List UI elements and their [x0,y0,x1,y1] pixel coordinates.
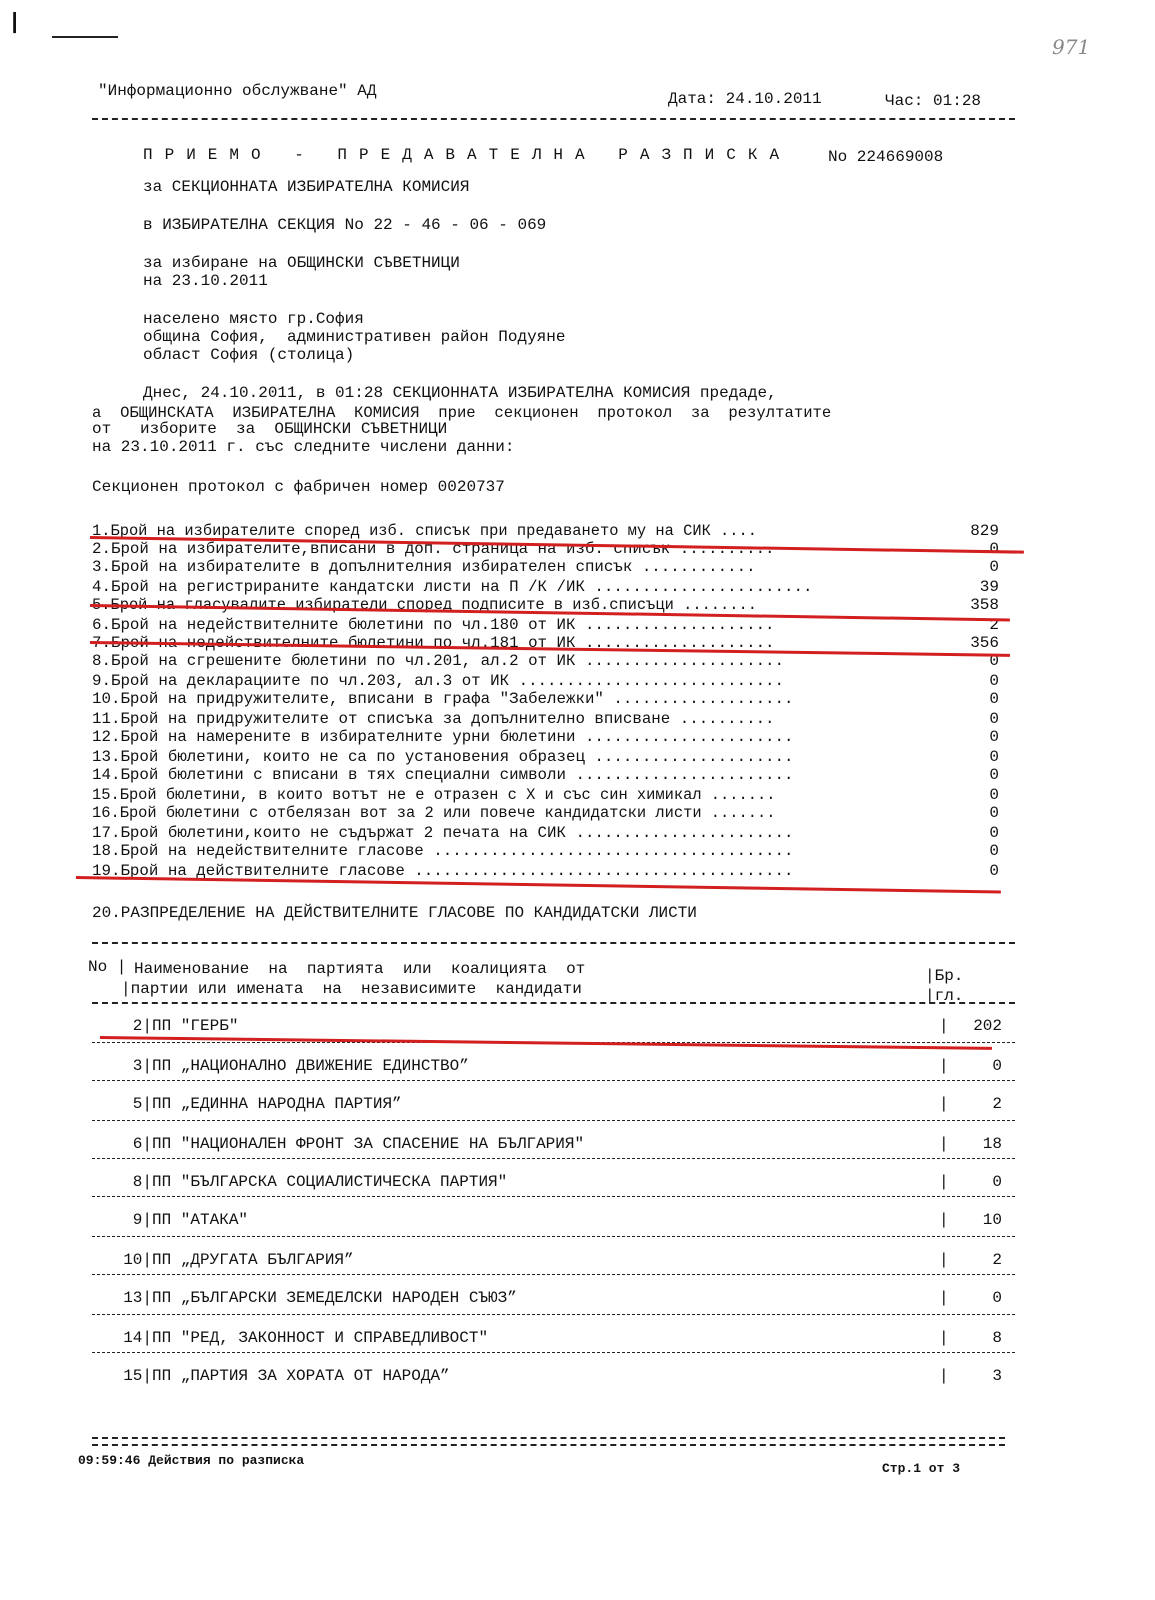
party-number: 8| [132,1173,152,1191]
paragraph-line-3: от изборите за ОБЩИНСКИ СЪВЕТНИЦИ [92,420,448,438]
item-value: 358 [970,596,999,614]
party-row [92,1172,1022,1192]
column-divider: | [939,1251,949,1269]
time-label: Час: 01:28 [885,92,982,110]
column-divider: | [939,1095,949,1113]
item-value: 829 [970,522,999,540]
item-value: 0 [989,786,999,804]
party-row-separator [92,1314,1015,1315]
item-value: 0 [989,710,999,728]
item-value: 0 [989,824,999,842]
item-row [92,728,1022,746]
party-row-separator [92,1196,1015,1197]
item-row [92,804,1022,822]
item-row [92,578,1022,596]
item-label: 1.Брой на избирателите според изб. списък при предаването му на СИК .... [92,522,757,540]
party-row [92,1366,1022,1386]
protocol-number: Секционен протокол с фабричен номер 0020737 [92,478,505,496]
item-label: 15.Брой бюлетини, в които вотът не е отразен с Х и със син химикал ....... [92,786,776,804]
footer-separator [92,1437,1005,1446]
party-votes: 2 [992,1095,1002,1113]
paragraph-line-4: на 23.10.2011 г. със следните числени данни: [92,438,515,456]
item-value: 0 [989,540,999,558]
column-divider: | [939,1367,949,1385]
item-label: 5.Брой на гласувалите избиратели според подписите в изб.списъци ........ [92,596,757,614]
party-number: 5| [132,1095,152,1113]
column-divider: | [939,1289,949,1307]
footer-page-number: Стр.1 от 3 [882,1461,961,1476]
location-line-1: населено място гр.София [143,310,364,328]
item-row [92,766,1022,784]
party-votes: 8 [992,1329,1002,1347]
party-votes: 10 [982,1211,1002,1229]
party-row-separator [92,1158,1015,1159]
party-name: ПП „ДРУГАТА БЪЛГАРИЯ” [152,1251,354,1269]
table-header-name-1: Наименование на партията или коалицията от [134,960,586,978]
column-divider: | [939,1057,949,1075]
location-line-3: област София (столица) [143,346,355,364]
section-20-title: 20.РАЗПРЕДЕЛЕНИЕ НА ДЕЙСТВИТЕЛНИТЕ ГЛАСОВЕ ПО КАНДИДАТСКИ ЛИСТИ [92,904,697,922]
company-name: "Информационно обслужване" АД [98,82,377,100]
party-name: ПП "РЕД, ЗАКОННОСТ И СПРАВЕДЛИВОСТ" [152,1329,489,1347]
party-row [92,1328,1022,1348]
party-name: ПП „НАЦИОНАЛНО ДВИЖЕНИЕ ЕДИНСТВО” [152,1057,469,1075]
item-label: 10.Брой на придружителите, вписани в графа "Забележки" ................... [92,690,794,708]
party-votes: 18 [982,1135,1002,1153]
party-row-separator [92,1080,1015,1081]
item-label: 7.Брой на недействителните бюлетини по чл.181 от ИК .................... [92,634,775,652]
party-row-separator [92,1352,1015,1353]
item-row [92,786,1022,804]
item-label: 11.Брой на придружителите от списъка за допълнително вписване .......... [92,710,775,728]
item-row [92,862,1022,880]
party-votes: 202 [973,1017,1002,1035]
paragraph-line-1: Днес, 24.10.2011, в 01:28 СЕКЦИОННАТА ИЗБИРАТЕЛНА КОМИСИЯ предаде, [143,384,777,402]
table-header-votes-2: |гл. [925,987,964,1005]
party-number: 6| [132,1135,152,1153]
party-number: 10| [123,1251,152,1269]
intro-line-3: за избиране на ОБЩИНСКИ СЪВЕТНИЦИ [143,254,460,272]
column-divider: | [939,1329,949,1347]
party-number: 2| [132,1017,152,1035]
item-label: 6.Брой на недействителните бюлетини по чл.180 от ИК .................... [92,616,775,634]
party-number: 14| [123,1329,152,1347]
column-divider: | [939,1017,949,1035]
table-header-separator [92,1002,1015,1004]
item-label: 8.Брой на сгрешените бюлетини по чл.201, ал.2 от ИК ..................... [92,652,785,670]
party-votes: 0 [992,1057,1002,1075]
item-label: 13.Брой бюлетини, които не са по установения образец ..................... [92,748,794,766]
column-divider: | [939,1211,949,1229]
item-value: 0 [989,842,999,860]
table-header-name-2: |партии или имената на независимите кандидати [121,980,582,998]
party-name: ПП „БЪЛГАРСКИ ЗЕМЕДЕЛСКИ НАРОДЕН СЪЮЗ” [152,1289,517,1307]
party-name: ПП "НАЦИОНАЛЕН ФРОНТ ЗА СПАСЕНИЕ НА БЪЛГАРИЯ" [152,1135,585,1153]
item-label: 19.Брой на действителните гласове ........................................ [92,862,794,880]
party-row [92,1134,1022,1154]
party-row [92,1250,1022,1270]
corner-mark: | [8,10,22,35]
party-row [92,1094,1022,1114]
party-number: 13| [123,1289,152,1307]
item-value: 356 [970,634,999,652]
intro-line-2: в ИЗБИРАТЕЛНА СЕКЦИЯ No 22 - 46 - 06 - 069 [143,216,547,234]
corner-dash [52,36,118,38]
item-label: 2.Брой на избирателите,вписани в доп. страница на изб. списък .......... [92,540,775,558]
item-label: 4.Брой на регистрираните кандатски листи на П /К /ИК ....................... [92,578,813,596]
item-row [92,672,1022,690]
item-row [92,690,1022,708]
party-row [92,1288,1022,1308]
footer-left: 09:59:46 Действия по разписка [78,1453,305,1468]
party-number: 3| [132,1057,152,1075]
party-name: ПП "АТАКА" [152,1211,249,1229]
table-header-no: No | [88,958,127,976]
paragraph-line-2: а ОБЩИНСКАТА ИЗБИРАТЕЛНА КОМИСИЯ прие секционен протокол за резултатите [92,404,832,422]
item-value: 0 [989,728,999,746]
item-value: 0 [989,748,999,766]
party-row-separator [92,1274,1015,1275]
item-value: 39 [979,578,999,596]
party-votes: 0 [992,1289,1002,1307]
header-separator [92,118,1015,120]
intro-line-4: на 23.10.2011 [143,272,268,290]
item-value: 0 [989,690,999,708]
party-row-separator [92,1236,1015,1237]
item-label: 9.Брой на декларациите по чл.203, ал.3 от ИК ............................ [92,672,785,690]
party-votes: 2 [992,1251,1002,1269]
table-top-separator [92,942,1015,944]
column-divider: | [939,1173,949,1191]
party-name: ПП „ЕДИННА НАРОДНА ПАРТИЯ” [152,1095,402,1113]
party-row [92,1056,1022,1076]
item-row [92,558,1022,576]
location-line-2: община София, административен район Подуяне [143,328,566,346]
party-number: 9| [132,1211,152,1229]
item-row [92,824,1022,842]
item-label: 3.Брой на избирателите в допълнителния избирателен списък ............ [92,558,756,576]
party-row [92,1210,1022,1230]
item-value: 2 [989,616,999,634]
party-name: ПП "БЪЛГАРСКА СОЦИАЛИСТИЧЕСКА ПАРТИЯ" [152,1173,508,1191]
item-value: 0 [989,766,999,784]
item-label: 17.Брой бюлетини,които не съдържат 2 печата на СИК ....................... [92,824,794,842]
item-value: 0 [989,558,999,576]
item-label: 16.Брой бюлетини с отбелязан вот за 2 или повече кандидатски листи ....... [92,804,776,822]
item-row [92,710,1022,728]
party-name: ПП „ПАРТИЯ ЗА ХОРАТА ОТ НАРОДА” [152,1367,450,1385]
item-value: 0 [989,862,999,880]
item-row [92,748,1022,766]
receipt-number: No 224669008 [828,148,944,166]
item-value: 0 [989,652,999,670]
item-value: 0 [989,672,999,690]
party-row [92,1016,1022,1036]
item-label: 18.Брой на недействителните гласове ...................................... [92,842,794,860]
document-title: ПРИЕМО - ПРЕДАВАТЕЛНА РАЗПИСКА [143,146,792,164]
handwritten-page-number: 971 [1052,35,1091,59]
item-label: 12.Брой на намерените в избирателните урни бюлетини ...................... [92,728,794,746]
column-divider: | [939,1135,949,1153]
party-votes: 0 [992,1173,1002,1191]
party-name: ПП "ГЕРБ" [152,1017,239,1035]
table-header-votes-1: |Бр. [925,967,964,985]
item-value: 0 [989,804,999,822]
party-votes: 3 [992,1367,1002,1385]
item-label: 14.Брой бюлетини с вписани в тях специални символи ....................... [92,766,794,784]
party-row-separator [92,1120,1015,1121]
intro-line-1: за СЕКЦИОННАТА ИЗБИРАТЕЛНА КОМИСИЯ [143,178,470,196]
date-label: Дата: 24.10.2011 [668,90,822,108]
item-row [92,842,1022,860]
party-number: 15| [123,1367,152,1385]
